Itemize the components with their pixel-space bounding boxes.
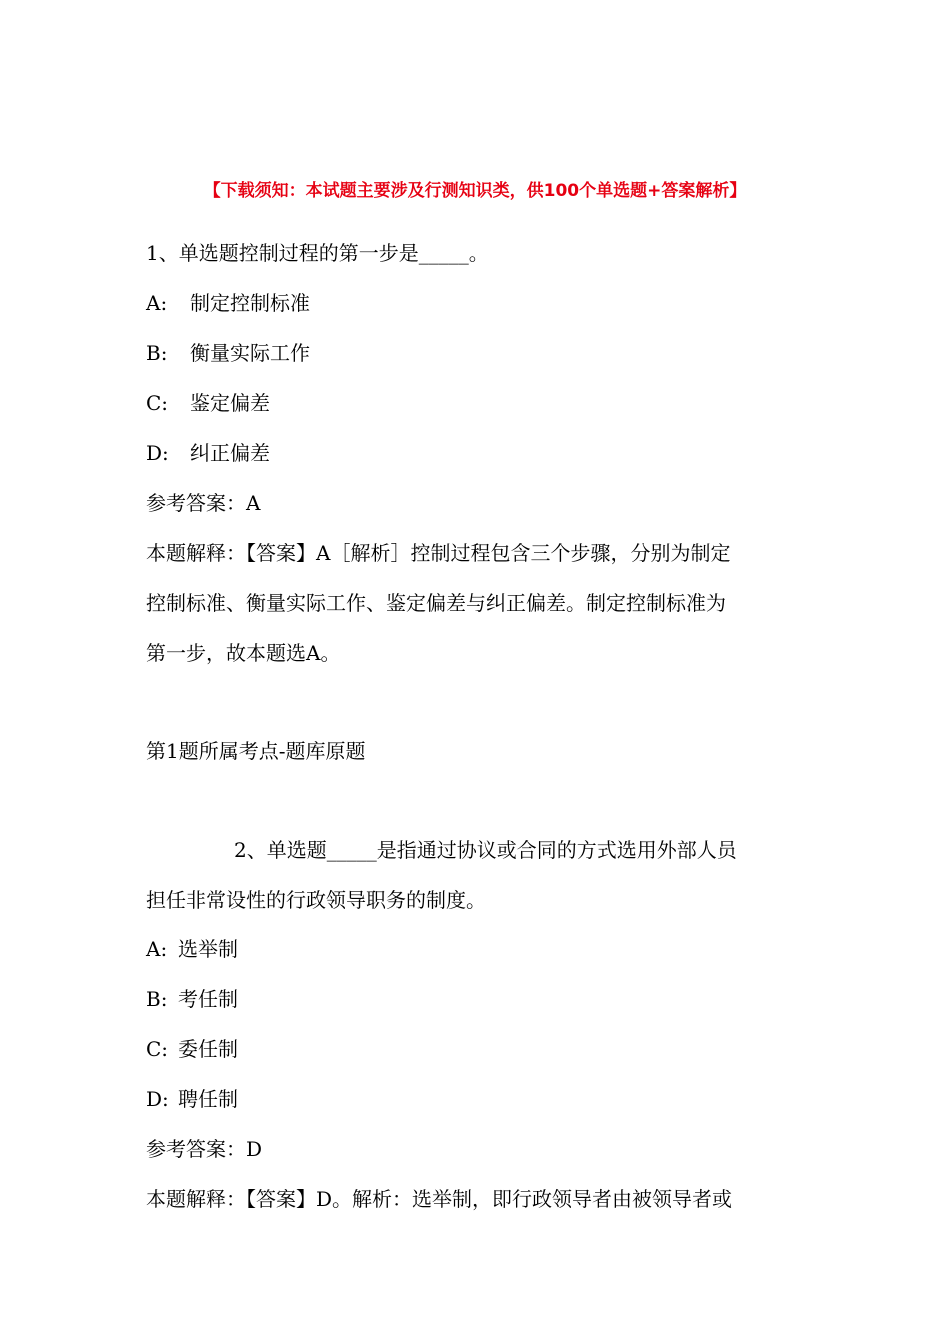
option-text: 纠正偏差 <box>190 441 270 465</box>
option-text: 衡量实际工作 <box>190 341 310 365</box>
option-letter: D: <box>146 1087 169 1111</box>
question-1-option-d <box>146 440 270 466</box>
question-2-option-c <box>146 1036 238 1062</box>
question-2-explanation-line: 本题解释：【答案】D。解析：选举制，即行政领导者由被领导者或 <box>146 1187 733 1211</box>
option-letter: D: <box>146 441 169 465</box>
option-text: 委任制 <box>178 1037 238 1061</box>
question-2-option-a <box>146 936 238 962</box>
option-text: 考任制 <box>178 987 238 1011</box>
question-2-answer: 参考答案：D <box>146 1137 263 1161</box>
question-1-stem: 1、单选题控制过程的第一步是_____。 <box>146 241 489 265</box>
download-notice: 【下载须知：本试题主要涉及行测知识类，供100个单选题+答案解析】 <box>203 181 747 201</box>
option-letter: A: <box>146 291 168 315</box>
option-text: 聘任制 <box>178 1087 238 1111</box>
question-1-explanation-line: 本题解释：【答案】A［解析］控制过程包含三个步骤，分别为制定 <box>146 541 731 565</box>
question-1-explanation-line: 第一步，故本题选A。 <box>146 641 341 665</box>
option-text: 制定控制标准 <box>190 291 310 315</box>
question-1-option-c <box>146 390 270 416</box>
option-letter: A: <box>146 937 168 961</box>
option-letter: B: <box>146 341 168 365</box>
question-2-option-b <box>146 986 238 1012</box>
option-letter: C: <box>146 391 169 415</box>
option-text: 选举制 <box>178 937 238 961</box>
option-text: 鉴定偏差 <box>190 391 270 415</box>
question-1-explanation-line: 控制标准、衡量实际工作、鉴定偏差与纠正偏差。制定控制标准为 <box>146 591 726 615</box>
question-2-stem-line: 担任非常设性的行政领导职务的制度。 <box>146 888 486 912</box>
question-1-answer: 参考答案：A <box>146 491 261 515</box>
question-1-option-a <box>146 290 310 316</box>
question-1-topic: 第1题所属考点-题库原题 <box>146 739 366 763</box>
question-1-option-b <box>146 340 310 366</box>
question-2-option-d <box>146 1086 238 1112</box>
option-letter: B: <box>146 987 168 1011</box>
option-letter: C: <box>146 1037 169 1061</box>
question-2-stem-line: 2、单选题_____是指通过协议或合同的方式选用外部人员 <box>234 838 737 862</box>
